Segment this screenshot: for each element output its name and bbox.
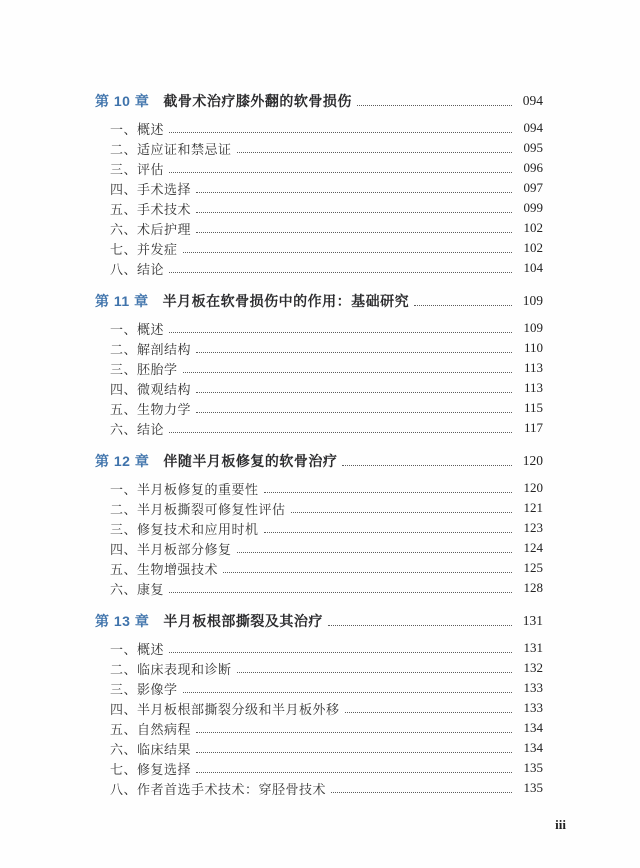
dot-leader bbox=[196, 192, 512, 193]
item-number: 四、 bbox=[110, 381, 138, 397]
toc-item bbox=[95, 638, 543, 658]
toc-item bbox=[95, 418, 543, 438]
item-number: 八、 bbox=[110, 261, 138, 277]
toc-item bbox=[95, 318, 543, 338]
item-number: 一、 bbox=[110, 121, 138, 137]
toc-item bbox=[95, 578, 543, 598]
item-page-number: 125 bbox=[523, 560, 543, 575]
item-title: 康复 bbox=[137, 581, 165, 597]
toc-item bbox=[95, 498, 543, 518]
item-page-number: 097 bbox=[523, 180, 543, 195]
item-title: 概述 bbox=[137, 121, 165, 137]
item-number: 七、 bbox=[110, 761, 138, 777]
item-page-number: 121 bbox=[523, 500, 543, 515]
item-number: 四、 bbox=[110, 701, 138, 717]
item-number: 一、 bbox=[110, 641, 138, 657]
toc-item bbox=[95, 778, 543, 798]
item-number: 六、 bbox=[110, 421, 138, 437]
item-page-number: 131 bbox=[523, 640, 543, 655]
dot-leader bbox=[331, 792, 512, 793]
item-page-number: 104 bbox=[523, 260, 543, 275]
page-footer-number: iii bbox=[555, 817, 566, 832]
chapter-title: 半月板根部撕裂及其治疗 bbox=[163, 613, 323, 629]
toc-item bbox=[95, 218, 543, 238]
item-page-number: 123 bbox=[523, 520, 543, 535]
dot-leader bbox=[291, 512, 512, 513]
item-number: 五、 bbox=[110, 401, 138, 417]
item-page-number: 135 bbox=[523, 780, 543, 795]
item-page-number: 128 bbox=[523, 580, 543, 595]
item-number: 五、 bbox=[110, 721, 138, 737]
item-title: 结论 bbox=[137, 421, 165, 437]
item-number: 二、 bbox=[110, 501, 138, 517]
toc-item bbox=[95, 398, 543, 418]
dot-leader bbox=[196, 752, 512, 753]
chapter-page-number: 131 bbox=[522, 613, 543, 628]
item-title: 作者首选手术技术：穿胫骨技术 bbox=[137, 781, 327, 797]
dot-leader bbox=[237, 672, 512, 673]
dot-leader bbox=[196, 212, 512, 213]
item-page-number: 133 bbox=[523, 680, 543, 695]
toc-item bbox=[95, 738, 543, 758]
dot-leader bbox=[414, 305, 512, 306]
dot-leader bbox=[328, 625, 512, 626]
item-title: 自然病程 bbox=[137, 721, 192, 737]
toc-item bbox=[95, 138, 543, 158]
dot-leader bbox=[183, 692, 512, 693]
item-number: 四、 bbox=[110, 541, 138, 557]
toc-item bbox=[95, 258, 543, 278]
item-page-number: 095 bbox=[523, 140, 543, 155]
item-number: 六、 bbox=[110, 581, 138, 597]
item-number: 一、 bbox=[110, 481, 138, 497]
dot-leader bbox=[264, 492, 512, 493]
item-number: 七、 bbox=[110, 241, 138, 257]
item-page-number: 102 bbox=[523, 220, 543, 235]
dot-leader bbox=[169, 652, 512, 653]
item-number: 一、 bbox=[110, 321, 138, 337]
dot-leader bbox=[169, 132, 512, 133]
toc bbox=[95, 90, 543, 810]
item-title: 评估 bbox=[137, 161, 165, 177]
item-number: 六、 bbox=[110, 741, 138, 757]
dot-leader bbox=[169, 432, 512, 433]
dot-leader bbox=[357, 105, 512, 106]
item-page-number: 099 bbox=[523, 200, 543, 215]
toc-item bbox=[95, 758, 543, 778]
item-title: 修复技术和应用时机 bbox=[137, 521, 259, 537]
toc-chapter-heading bbox=[95, 450, 543, 472]
item-title: 结论 bbox=[137, 261, 165, 277]
item-title: 临床表现和诊断 bbox=[137, 661, 232, 677]
chapter-label: 第 13 章 bbox=[95, 613, 150, 629]
item-title: 手术选择 bbox=[137, 181, 192, 197]
item-title: 并发症 bbox=[137, 241, 178, 257]
toc-item bbox=[95, 678, 543, 698]
item-title: 胚胎学 bbox=[137, 361, 178, 377]
item-title: 临床结果 bbox=[137, 741, 192, 757]
dot-leader bbox=[345, 712, 512, 713]
item-page-number: 124 bbox=[523, 540, 543, 555]
toc-item bbox=[95, 178, 543, 198]
item-title: 适应证和禁忌证 bbox=[137, 141, 232, 157]
dot-leader bbox=[196, 412, 512, 413]
item-page-number: 134 bbox=[523, 720, 543, 735]
item-page-number: 117 bbox=[523, 420, 543, 435]
dot-leader bbox=[264, 532, 512, 533]
toc-item bbox=[95, 518, 543, 538]
item-page-number: 134 bbox=[523, 740, 543, 755]
item-title: 半月板根部撕裂分级和半月板外移 bbox=[137, 701, 340, 717]
item-page-number: 094 bbox=[523, 120, 543, 135]
chapter-page-number: 109 bbox=[522, 293, 543, 308]
dot-leader bbox=[237, 552, 512, 553]
item-page-number: 135 bbox=[523, 760, 543, 775]
item-page-number: 132 bbox=[523, 660, 543, 675]
item-page-number: 115 bbox=[523, 400, 543, 415]
item-title: 影像学 bbox=[137, 681, 178, 697]
item-number: 三、 bbox=[110, 681, 138, 697]
chapter-title: 半月板在软骨损伤中的作用：基础研究 bbox=[162, 293, 410, 309]
item-number: 三、 bbox=[110, 361, 138, 377]
item-title: 半月板修复的重要性 bbox=[137, 481, 259, 497]
toc-chapter bbox=[95, 610, 543, 798]
dot-leader bbox=[169, 592, 512, 593]
item-page-number: 120 bbox=[523, 480, 543, 495]
item-page-number: 133 bbox=[523, 700, 543, 715]
dot-leader bbox=[196, 772, 512, 773]
item-title: 生物力学 bbox=[137, 401, 192, 417]
item-page-number: 110 bbox=[523, 340, 543, 355]
item-number: 三、 bbox=[110, 521, 138, 537]
toc-chapter-heading bbox=[95, 90, 543, 112]
item-title: 手术技术 bbox=[137, 201, 192, 217]
toc-item bbox=[95, 198, 543, 218]
item-page-number: 102 bbox=[523, 240, 543, 255]
chapter-label: 第 10 章 bbox=[95, 93, 150, 109]
toc-item bbox=[95, 538, 543, 558]
chapter-page-number: 120 bbox=[522, 453, 543, 468]
chapter-label: 第 12 章 bbox=[95, 453, 150, 469]
toc-item bbox=[95, 118, 543, 138]
item-title: 半月板撕裂可修复性评估 bbox=[137, 501, 286, 517]
item-page-number: 096 bbox=[523, 160, 543, 175]
item-title: 半月板部分修复 bbox=[137, 541, 232, 557]
toc-item bbox=[95, 478, 543, 498]
toc-item bbox=[95, 358, 543, 378]
toc-item bbox=[95, 658, 543, 678]
chapter-title: 伴随半月板修复的软骨治疗 bbox=[163, 453, 338, 469]
item-title: 微观结构 bbox=[137, 381, 192, 397]
item-number: 二、 bbox=[110, 661, 138, 677]
dot-leader bbox=[196, 352, 512, 353]
chapter-page-number: 094 bbox=[522, 93, 543, 108]
item-title: 概述 bbox=[137, 641, 165, 657]
item-title: 修复选择 bbox=[137, 761, 192, 777]
toc-chapter bbox=[95, 450, 543, 598]
dot-leader bbox=[196, 392, 512, 393]
item-title: 术后护理 bbox=[137, 221, 192, 237]
dot-leader bbox=[183, 372, 512, 373]
toc-item bbox=[95, 338, 543, 358]
item-number: 五、 bbox=[110, 201, 138, 217]
item-title: 生物增强技术 bbox=[137, 561, 219, 577]
dot-leader bbox=[196, 732, 512, 733]
dot-leader bbox=[237, 152, 512, 153]
toc-chapter bbox=[95, 90, 543, 278]
dot-leader bbox=[223, 572, 512, 573]
toc-item bbox=[95, 158, 543, 178]
dot-leader bbox=[169, 332, 512, 333]
item-number: 二、 bbox=[110, 141, 138, 157]
toc-chapter-heading bbox=[95, 610, 543, 632]
toc-item bbox=[95, 238, 543, 258]
dot-leader bbox=[342, 465, 512, 466]
dot-leader bbox=[169, 172, 512, 173]
toc-item bbox=[95, 698, 543, 718]
item-number: 五、 bbox=[110, 561, 138, 577]
item-number: 四、 bbox=[110, 181, 138, 197]
toc-item bbox=[95, 558, 543, 578]
toc-item bbox=[95, 718, 543, 738]
item-number: 六、 bbox=[110, 221, 138, 237]
dot-leader bbox=[169, 272, 512, 273]
chapter-label: 第 11 章 bbox=[95, 293, 149, 309]
toc-chapter-heading bbox=[95, 290, 543, 312]
item-number: 二、 bbox=[110, 341, 138, 357]
dot-leader bbox=[183, 252, 512, 253]
dot-leader bbox=[196, 232, 512, 233]
item-title: 概述 bbox=[137, 321, 165, 337]
item-page-number: 113 bbox=[523, 360, 543, 375]
item-page-number: 113 bbox=[523, 380, 543, 395]
chapter-title: 截骨术治疗膝外翻的软骨损伤 bbox=[163, 93, 352, 109]
item-page-number: 109 bbox=[523, 320, 543, 335]
toc-chapter bbox=[95, 290, 543, 438]
toc-item bbox=[95, 378, 543, 398]
item-number: 八、 bbox=[110, 781, 138, 797]
item-title: 解剖结构 bbox=[137, 341, 192, 357]
item-number: 三、 bbox=[110, 161, 138, 177]
